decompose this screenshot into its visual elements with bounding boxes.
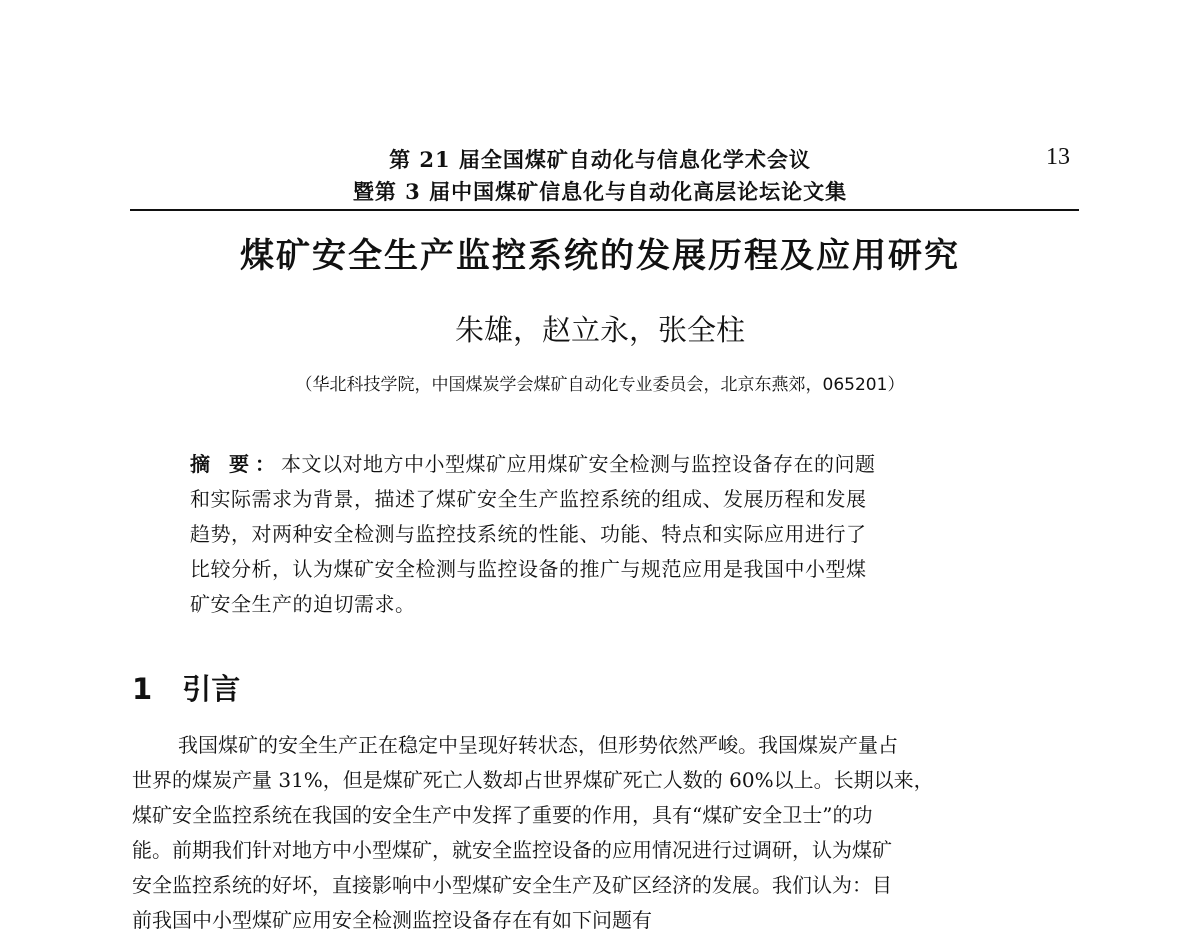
section-heading [132, 667, 240, 708]
running-header-line-2: 暨第 3 届中国煤矿信息化与自动化高层论坛论文集 [352, 179, 848, 204]
body-line: 世界的煤炭产量 31%，但是煤矿死亡人数却占世界煤矿死亡人数的 60%以上。长期以来， [132, 768, 934, 792]
abstract-line: 矿安全生产的迫切需求。 [190, 592, 416, 616]
body-line: 前我国中小型煤矿应用安全检测监控设备存在有如下问题有 [132, 908, 652, 932]
abstract-line-text: 本文以对地方中小型煤矿应用煤矿安全检测与监控设备存在的问题 [280, 452, 876, 476]
section-number: 1 [132, 672, 153, 706]
abstract-label: 摘 要： [190, 452, 281, 476]
paper-title: 煤矿安全生产监控系统的发展历程及应用研究 [240, 236, 960, 276]
abstract-line: 比较分析，认为煤矿安全检测与监控设备的推广与规范应用是我国中小型煤 [190, 557, 867, 581]
abstract-line [190, 447, 1030, 482]
abstract [190, 447, 1030, 622]
abstract-line: 和实际需求为背景，描述了煤矿安全生产监控系统的组成、发展历程和发展 [190, 487, 867, 511]
paper-affiliation: （华北科技学院，中国煤炭学会煤矿自动化专业委员会，北京东燕郊，065201） [295, 375, 905, 395]
body-line: 我国煤矿的安全生产正在稳定中呈现好转状态，但形势依然严峻。我国煤炭产量占 [178, 733, 898, 757]
body-line: 能。前期我们针对地方中小型煤矿，就安全监控设备的应用情况进行过调研，认为煤矿 [132, 838, 892, 862]
header-rule [130, 209, 1079, 211]
paper-authors: 朱雄，赵立永，张全柱 [454, 313, 745, 347]
abstract-line: 趋势，对两种安全检测与监控技系统的性能、功能、特点和实际应用进行了 [190, 522, 867, 546]
section-body [132, 728, 1082, 938]
section-title: 引言 [182, 672, 241, 706]
running-header-line-1: 第 21 届全国煤矿自动化与信息化学术会议 [389, 147, 811, 172]
body-line: 煤矿安全监控系统在我国的安全生产中发挥了重要的作用，具有“煤矿安全卫士”的功 [132, 803, 873, 827]
page-number: 13 [1046, 144, 1070, 170]
body-line: 安全监控系统的好坏，直接影响中小型煤矿安全生产及矿区经济的发展。我们认为：目 [132, 873, 892, 897]
